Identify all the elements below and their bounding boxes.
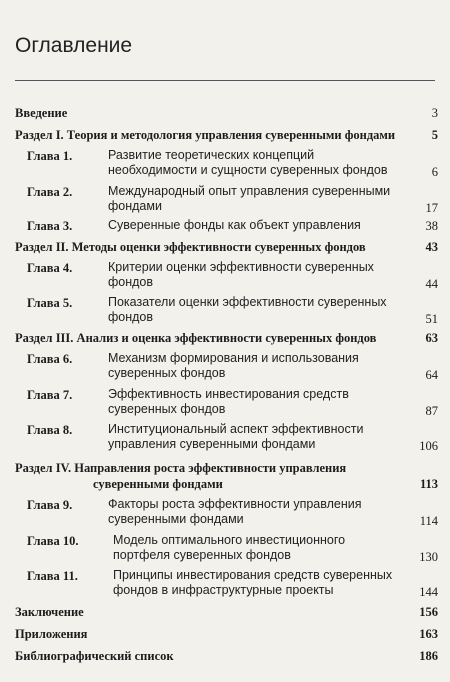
- toc-entry-title: Библиографический список: [15, 649, 174, 663]
- chapter-label: Глава 9.: [27, 498, 73, 512]
- chapter-label: Глава 7.: [27, 388, 73, 402]
- toc-section-title: Раздел I. Теория и методология управления суверенными фондами: [15, 128, 396, 142]
- chapter-label: Глава 1.: [27, 149, 73, 163]
- toc-entry-title: Введение: [15, 106, 68, 120]
- toc-page-number: 156: [419, 605, 438, 619]
- toc-page-number: 51: [425, 312, 438, 326]
- toc-page-number: 6: [431, 165, 438, 179]
- toc-page-number: 44: [425, 277, 438, 291]
- chapter-label: Глава 3.: [27, 219, 73, 233]
- page-title: Оглавление: [15, 34, 133, 57]
- toc-page-number: 63: [425, 331, 438, 345]
- chapter-title: Суверенные фонды как объект управления: [108, 218, 361, 232]
- toc-page-number: 43: [425, 240, 438, 254]
- toc-page-number: 3: [431, 106, 438, 120]
- toc-page-number: 17: [425, 201, 438, 215]
- toc-page-number: 186: [419, 649, 438, 663]
- toc-page-number: 38: [425, 219, 438, 233]
- chapter-label: Глава 11.: [27, 569, 78, 583]
- chapter-title: Эффективность инвестирования средств суверенных фондов: [108, 387, 349, 416]
- toc-page-number: 106: [419, 439, 438, 453]
- chapter-title: Международный опыт управления суверенными фондами: [108, 184, 391, 213]
- chapter-title: Модель оптимального инвестиционного портфеля суверенных фондов: [113, 533, 346, 562]
- chapter-title: Показатели оценки эффективности суверенных фондов: [108, 295, 387, 324]
- toc-section-title: Раздел III. Анализ и оценка эффективности суверенных фондов: [15, 331, 377, 345]
- toc-page-number: 113: [419, 477, 438, 491]
- toc-section-title: Раздел II. Методы оценки эффективности суверенных фондов: [15, 240, 366, 254]
- chapter-label: Глава 2.: [27, 185, 73, 199]
- toc-page-number: 114: [419, 514, 438, 528]
- toc-entry-title: Приложения: [15, 627, 88, 641]
- toc-section-title: Раздел IV. Направления роста эффективности управления суверенными фондами: [15, 461, 347, 491]
- toc-entry-title: Заключение: [15, 605, 84, 619]
- toc-page-number: 163: [419, 627, 438, 641]
- toc-page-number: 64: [425, 368, 438, 382]
- toc-page-number: 130: [419, 550, 438, 564]
- toc-page-number: 144: [419, 585, 438, 599]
- chapter-title: Развитие теоретических концепций необходимости и сущности суверенных фондов: [108, 148, 388, 177]
- chapter-label: Глава 6.: [27, 352, 73, 366]
- chapter-label: Глава 10.: [27, 534, 79, 548]
- chapter-label: Глава 5.: [27, 296, 73, 310]
- toc-page-number: 87: [425, 404, 438, 418]
- toc-page-number: 5: [431, 128, 438, 142]
- chapter-title: Критерии оценки эффективности суверенных фондов: [108, 260, 374, 289]
- chapter-title: Механизм формирования и использования суверенных фондов: [108, 351, 359, 380]
- chapter-title: Институциональный аспект эффективности управления суверенными фондами: [108, 422, 364, 451]
- chapter-label: Глава 4.: [27, 261, 73, 275]
- chapter-title: Принципы инвестирования средств суверенных фондов в инфраструктурные проекты: [113, 568, 393, 597]
- chapter-label: Глава 8.: [27, 423, 73, 437]
- chapter-title: Факторы роста эффективности управления суверенными фондами: [108, 497, 362, 526]
